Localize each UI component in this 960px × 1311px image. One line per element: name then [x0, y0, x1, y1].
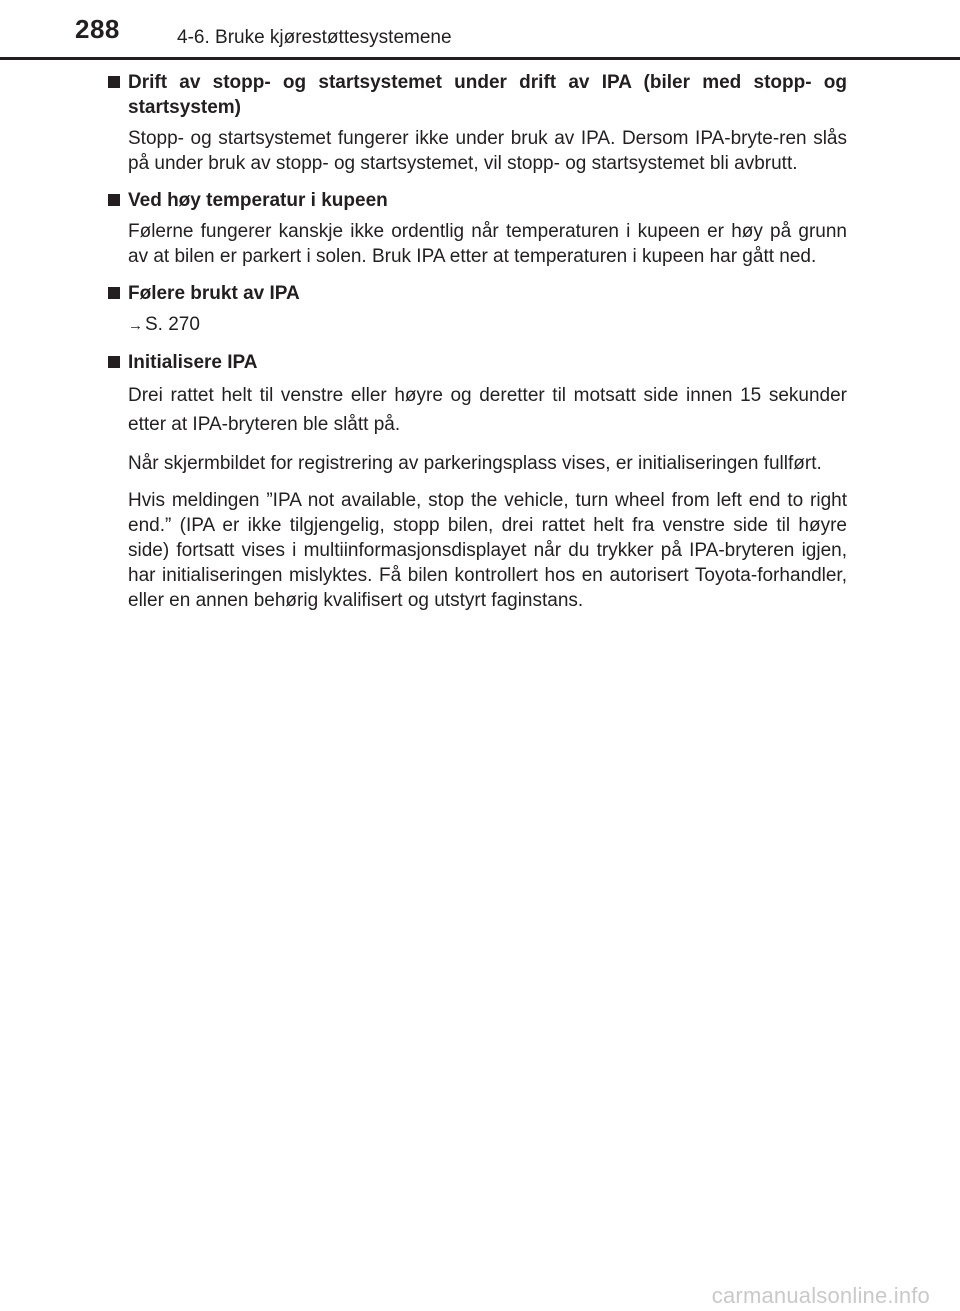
page-reference[interactable]: [107, 312, 847, 338]
chapter-title: 4-6. Bruke kjørestøttesystemene: [177, 27, 452, 48]
section-initialize-ipa: [107, 350, 847, 613]
paragraph: Hvis meldingen ”IPA not available, stop the vehicle, turn wheel from left end to right end.” (IPA er ikke tilgjengelig, stopp bilen, drei rattet helt fra venstre side til høyre side) fortsatt vises i multiinformasjonsdisplayet når du trykker på IPA-bryteren igjen, har initialiseringen mislyktes. Få bilen kontrollert hos en autorisert Toyota-forhandler, eller en annen behørig kvalifisert og utstyrt faginstans.: [128, 490, 847, 611]
section-heading-text: Følere brukt av IPA: [128, 283, 300, 304]
watermark: carmanualsonline.info: [711, 1283, 930, 1308]
section-stop-start: [107, 70, 847, 176]
header-rule: [0, 57, 960, 60]
page-reference-text: S. 270: [145, 314, 200, 335]
section-heading-text: Drift av stopp- og startsystemet under drift av IPA (biler med stopp- og startsystem): [128, 72, 847, 118]
section-heading-text: Ved høy temperatur i kupeen: [128, 190, 388, 211]
section-heading: [107, 188, 847, 213]
square-bullet-icon: [108, 194, 120, 206]
page-content: [107, 70, 847, 625]
section-heading: [107, 350, 847, 375]
page-header: [0, 0, 960, 60]
paragraph: Stopp- og startsystemet fungerer ikke under bruk av IPA. Dersom IPA-bryte-ren slås på under bruk av stopp- og startsystemet, vil stopp- og startsystemet bli avbrutt.: [128, 128, 847, 174]
square-bullet-icon: [108, 287, 120, 299]
paragraph: Når skjermbildet for registrering av parkeringsplass vises, er initialiseringen fullført.: [128, 453, 822, 474]
page-number: 288: [75, 14, 120, 44]
section-heading: [107, 281, 847, 306]
section-heading-text: Initialisere IPA: [128, 352, 258, 373]
section-sensors: [107, 281, 847, 338]
section-heading: [107, 70, 847, 120]
square-bullet-icon: [108, 356, 120, 368]
paragraph: Følerne fungerer kanskje ikke ordentlig når temperaturen i kupeen er høy på grunn av at bilen er parkert i solen. Bruk IPA etter at temperaturen i kupeen har gått ned.: [128, 221, 847, 267]
section-high-temperature: [107, 188, 847, 269]
square-bullet-icon: [108, 76, 120, 88]
paragraph: Drei rattet helt til venstre eller høyre og deretter til motsatt side innen 15 sekunder etter at IPA-bryteren ble slått på.: [128, 385, 847, 435]
arrow-right-icon: →: [128, 317, 143, 334]
